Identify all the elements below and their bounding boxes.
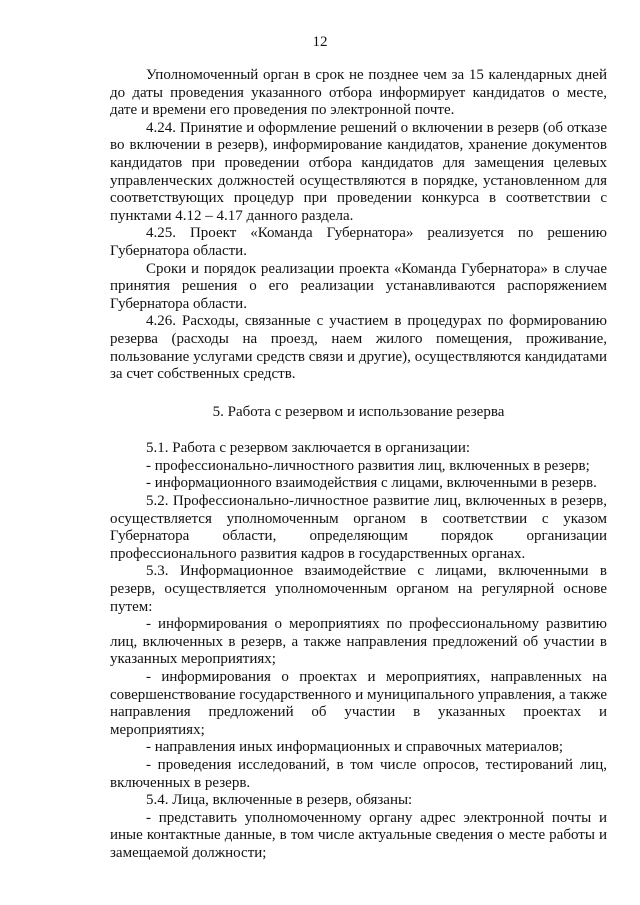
list-item-contact-data: - представить уполномоченному органу адрес электронной почты и иные контактные данные, в том числе актуальные сведения о месте работы и замещаемой должности; xyxy=(110,809,607,861)
section-title: 5. Работа с резервом и использование резерва xyxy=(212,403,505,420)
list-item-personal-development: - профессионально-личностного развития лиц, включенных в резерв; xyxy=(146,457,590,474)
list-item-research: - проведения исследований, в том числе опросов, тестирований лиц, включенных в резерв. xyxy=(110,756,607,791)
paragraph-4-25: 4.25. Проект «Команда Губернатора» реализуется по решению Губернатора области. xyxy=(110,225,607,259)
paragraph-5-1: 5.1. Работа с резервом заключается в организации: xyxy=(146,440,471,457)
paragraph-4-26: 4.26. Расходы, связанные с участием в процедурах по формированию резерва (расходы на проезд, наем жилого помещения, проживание, пользование услугами средств связи и другие), осуществляются кандидатами за счет собственных средств. xyxy=(110,313,607,383)
document-body xyxy=(110,67,607,863)
list-item-information-interaction: - информационного взаимодействия с лицами, включенными в резерв. xyxy=(146,475,597,492)
list-item-materials: - направления иных информационных и справочных материалов; xyxy=(146,739,564,756)
paragraph-4-24: 4.24. Принятие и оформление решений о включении в резерв (об отказе во включении в резерв), информирование кандидатов, хранение документов кандидатов при проведении отбора кандидатов для замещения целевых управленческих должностей осуществляются в порядке, установленном для соответствующих процедур при проведении конкурса в соответствии с пунктами 4.12 – 4.17 данного раздела. xyxy=(110,119,607,224)
list-item-informing-events: - информирования о мероприятиях по профессиональному развитию лиц, включенных в резерв, а также направления предложений об участии в указанных мероприятиях; xyxy=(110,616,607,668)
paragraph-5-2: 5.2. Профессионально-личностное развитие лиц, включенных в резерв, осуществляется уполномоченным органом в соответствии с указом Губернатора области, определяющим порядок организации профессионального развития кадров в государственных органах. xyxy=(110,493,607,562)
paragraph-5-3: 5.3. Информационное взаимодействие с лицами, включенными в резерв, осуществляется уполномоченным органом на регулярной основе путем: xyxy=(110,563,607,615)
list-item-informing-projects: - информирования о проектах и мероприятиях, направленных на совершенствование государственного и муниципального управления, а также направления предложений об участии в указанных проектах и мероприятиях; xyxy=(110,669,607,738)
page-number: 12 xyxy=(312,34,328,50)
paragraph-5-4: 5.4. Лица, включенные в резерв, обязаны: xyxy=(146,792,413,809)
paragraph-project-terms: Сроки и порядок реализации проекта «Команда Губернатора» в случае принятия решения о его реализации устанавливаются распоряжением Губернатора области. xyxy=(110,260,607,312)
paragraph-notification-deadline: Уполномоченный орган в срок не позднее чем за 15 календарных дней до даты проведения указанного отбора информирует кандидатов о месте, дате и времени его проведения по электронной почте. xyxy=(110,67,607,119)
